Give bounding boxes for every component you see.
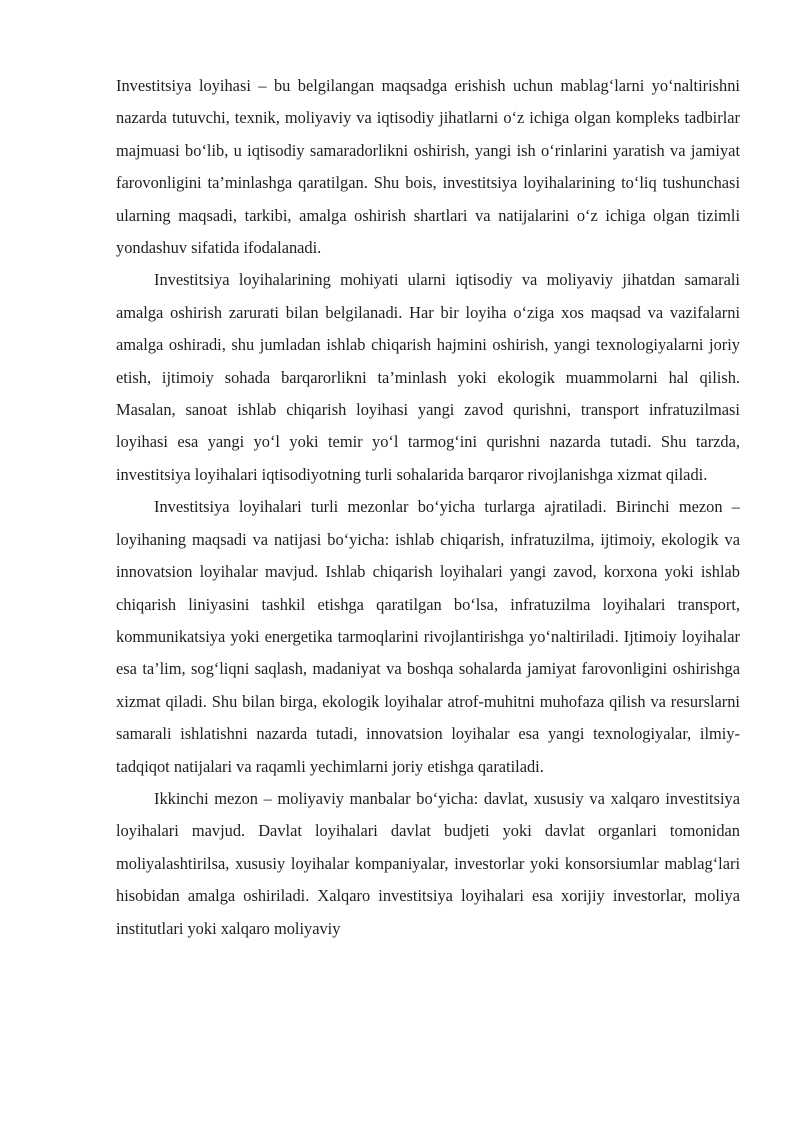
paragraph-2: Investitsiya loyihalarining mohiyati ularni iqtisodiy va moliyaviy jihatdan samarali amalga oshirish zarurati bilan belgilanadi. Har bir loyiha o‘ziga xos maqsad va vazifalarni amalga oshiradi, shu jumladan ishlab chiqarish hajmini oshirish, yangi texnologiyalarni joriy etish, ijtimoiy sohada barqarorlikni ta’minlash yoki ekologik muammolarni hal qilish. Masalan, sanoat ishlab chiqarish loyihasi yangi zavod qurishni, transport infratuzilmasi loyihasi esa yangi yo‘l yoki temir yo‘l tarmog‘ini qurishni nazarda tutadi. Shu tarzda, investitsiya loyihalari iqtisodiyotning turli sohalarida barqaror rivojlanishga xizmat qiladi. [116, 270, 740, 484]
body-text [116, 70, 740, 945]
paragraph-1: Investitsiya loyihasi – bu belgilangan maqsadga erishish uchun mablag‘larni yo‘naltirishni nazarda tutuvchi, texnik, moliyaviy va iqtisodiy jihatlarni o‘z ichiga olgan kompleks tadbirlar majmuasi bo‘lib, u iqtisodiy samaradorlikni oshirish, yangi ish o‘rinlarini yaratish va jamiyat farovonligini ta’minlashga qaratilgan. Shu bois, investitsiya loyihalarining to‘liq tushunchasi ularning maqsadi, tarkibi, amalga oshirish shartlari va natijalarini o‘z ichiga olgan tizimli yondashuv sifatida ifodalanadi. [116, 76, 740, 258]
paragraph-3: Investitsiya loyihalari turli mezonlar bo‘yicha turlarga ajratiladi. Birinchi mezon – loyihaning maqsadi va natijasi bo‘yicha: ishlab chiqarish, infratuzilma, ijtimoiy, ekologik va innovatsion loyihalar mavjud. Ishlab chiqarish loyihalari yangi zavod, korxona yoki ishlab chiqarish liniyasini tashkil etishga qaratilgan bo‘lsa, infratuzilma loyihalari transport, kommunikatsiya yoki energetika tarmoqlarini rivojlantirishga yo‘naltiriladi. Ijtimoiy loyihalar esa ta’lim, sog‘liqni saqlash, madaniyat va boshqa sohalarda jamiyat farovonligini oshirishga xizmat qiladi. Shu bilan birga, ekologik loyihalar atrof-muhitni muhofaza qilish va resurslarni samarali ishlatishni nazarda tutadi, innovatsion loyihalar esa yangi texnologiyalar, ilmiy-tadqiqot natijalari va raqamli yechimlarni joriy etishga qaratiladi. [116, 497, 740, 776]
paragraph-4: Ikkinchi mezon – moliyaviy manbalar bo‘yicha: davlat, xususiy va xalqaro investitsiya loyihalari mavjud. Davlat loyihalari davlat budjeti yoki davlat organlari tomonidan moliyalashtirilsa, xususiy loyihalar kompaniyalar, investorlar yoki konsorsiumlar mablag‘lari hisobidan amalga oshiriladi. Xalqaro investitsiya loyihalari esa xorijiy investorlar, moliya institutlari yoki xalqaro moliyaviy [116, 788, 740, 938]
